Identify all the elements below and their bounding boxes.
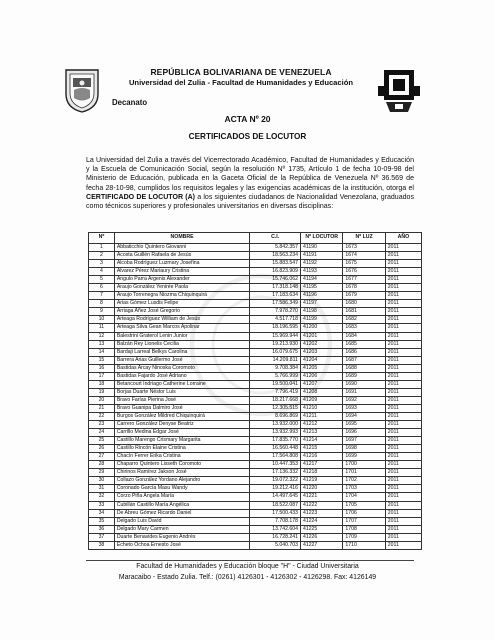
row-year: 2011 [385,316,421,324]
footer-contact: Maracaibo - Estado Zulia. Telf.: (0261) 4126301 - 4126302 - 4126298. Fax: 4126149 [118,574,377,581]
table-row [89,541,422,549]
row-luz: 1687 [343,356,385,364]
row-ci: 18.217.668 [250,396,301,404]
row-number: 20 [89,396,115,404]
row-number: 32 [89,493,115,501]
row-luz: 1701 [343,469,385,477]
row-ci: 16.560.448 [250,445,301,453]
row-locutor: 41201 [300,332,342,340]
col-header-name: NOMBRE [114,233,249,244]
table-row [89,388,422,396]
row-year: 2011 [385,284,421,292]
row-name: Arteaga Silva Gean Marcos Apolinar [114,324,249,332]
row-ci: 4.517.718 [250,316,301,324]
row-luz: 1677 [343,276,385,284]
row-name: Araujo Torrenegra Niozma Chiquinquirá [114,292,249,300]
row-ci: 15.883.547 [250,260,301,268]
col-header-locutor: Nº LOCUTOR [300,233,342,244]
row-locutor: 41202 [300,340,342,348]
table-row [89,364,422,372]
table-row [89,469,422,477]
row-year: 2011 [385,461,421,469]
row-number: 25 [89,437,115,445]
row-ci: 17.564.808 [250,453,301,461]
certificates-table [88,232,422,550]
row-year: 2011 [385,445,421,453]
row-locutor: 41193 [300,268,342,276]
row-ci: 9.708.384 [250,364,301,372]
row-name: Angulo Parra Argenis Alexander [114,276,249,284]
row-luz: 1674 [343,252,385,260]
col-header-number: Nº [89,233,115,244]
row-locutor: 41191 [300,252,342,260]
row-year: 2011 [385,501,421,509]
header-university: Universidad del Zulia - Facultad de Humanidades y Educación [128,78,354,87]
row-luz: 1700 [343,461,385,469]
row-locutor: 41224 [300,517,342,525]
row-luz: 1689 [343,372,385,380]
table-row [89,461,422,469]
row-number: 35 [89,517,115,525]
table-row [89,477,422,485]
row-year: 2011 [385,252,421,260]
row-name: Coronado García Masu Wandy [114,485,249,493]
row-ci: 7.708.178 [250,517,301,525]
row-luz: 1685 [343,340,385,348]
row-locutor: 41203 [300,348,342,356]
row-locutor: 41213 [300,429,342,437]
row-ci: 17.318.148 [250,284,301,292]
table-row [89,356,422,364]
row-name: Balestrini Graterol Lenin Junior [114,332,249,340]
row-luz: 1704 [343,493,385,501]
row-ci: 12.305.515 [250,404,301,412]
row-luz: 1696 [343,429,385,437]
table-row [89,533,422,541]
row-name: Chirinos Ramírez Jakson José [114,469,249,477]
row-luz: 1697 [343,437,385,445]
row-locutor: 41210 [300,404,342,412]
row-number: 24 [89,429,115,437]
table-row [89,276,422,284]
row-name: Araujo González Yenirée Paola [114,284,249,292]
row-name: Abbaticchio Quintero Giovanni [114,244,249,252]
row-locutor: 41219 [300,477,342,485]
row-name: Duarte Benavides Eugenio Andrés [114,533,249,541]
row-number: 11 [89,324,115,332]
row-number: 21 [89,404,115,412]
table-row [89,493,422,501]
header-unit: Decanato [112,98,148,107]
table-row [89,380,422,388]
row-luz: 1691 [343,388,385,396]
row-locutor: 41204 [300,356,342,364]
row-number: 26 [89,445,115,453]
row-ci: 5.842.357 [250,244,301,252]
row-locutor: 41214 [300,437,342,445]
table-row [89,437,422,445]
intro-text-bold: CERTIFICADO DE LOCUTOR (A) [86,193,196,201]
row-year: 2011 [385,268,421,276]
row-luz: 1680 [343,300,385,308]
row-ci: 7.796.419 [250,388,301,396]
row-number: 31 [89,485,115,493]
row-luz: 1699 [343,453,385,461]
row-ci: 17.835.770 [250,437,301,445]
intro-text-start: La Universidad del Zulia a través del Vicerrectorado Académico, Facultad de Humanidades y Educación y la Escuela de Comunicación Social, según la resolución Nº 1735, Artículo 1 de fecha 10-09-98 del Ministerio de Educación, publicada en la Gaceta Oficial de la República de Venezuela Nº 36.569 de fecha 28-10-98, cumplidos los requisitos legales y las exigencias académicas de la institución, otorga el [86,157,414,192]
row-luz: 1707 [343,517,385,525]
table-row [89,421,422,429]
row-name: Bravo Guanipa Dalmiro José [114,404,249,412]
faculty-emblem-icon [376,66,422,116]
table-row [89,453,422,461]
row-ci: 16.079.675 [250,348,301,356]
row-number: 29 [89,469,115,477]
table-row [89,445,422,453]
row-year: 2011 [385,364,421,372]
row-ci: 18.522.087 [250,501,301,509]
row-locutor: 41194 [300,276,342,284]
row-locutor: 41216 [300,453,342,461]
row-locutor: 41226 [300,533,342,541]
row-year: 2011 [385,477,421,485]
row-locutor: 41207 [300,380,342,388]
row-ci: 19.212.416 [250,485,301,493]
row-luz: 1705 [343,501,385,509]
row-year: 2011 [385,260,421,268]
row-ci: 5.040.703 [250,541,301,549]
row-luz: 1684 [343,332,385,340]
row-ci: 5.766.999 [250,372,301,380]
row-locutor: 41225 [300,525,342,533]
row-number: 5 [89,276,115,284]
row-year: 2011 [385,340,421,348]
row-luz: 1708 [343,525,385,533]
row-name: Bravo Farías Pierina José [114,396,249,404]
row-year: 2011 [385,429,421,437]
row-number: 4 [89,268,115,276]
row-year: 2011 [385,396,421,404]
intro-text-end: a los siguientes ciudadanos de Nacionalidad Venezolana, graduados como técnicos superiores y profesionales universitarios en diversas disciplinas: [86,193,414,211]
row-name: Corzo Piña Angela María [114,493,249,501]
table-row [89,340,422,348]
row-number: 12 [89,332,115,340]
table-row [89,396,422,404]
row-number: 3 [89,260,115,268]
row-name: Burgos González Mildred Chiquinquirá [114,412,249,420]
header-republic: REPÚBLICA BOLIVARIANA DE VENEZUELA [150,67,332,77]
row-year: 2011 [385,485,421,493]
row-locutor: 41200 [300,324,342,332]
table-row [89,509,422,517]
row-locutor: 41190 [300,244,342,252]
row-ci: 13.932.000 [250,421,301,429]
row-year: 2011 [385,493,421,501]
row-number: 10 [89,316,115,324]
row-ci: 18.563.234 [250,252,301,260]
row-luz: 1675 [343,260,385,268]
row-locutor: 41192 [300,260,342,268]
table-row [89,324,422,332]
table-row [89,244,422,252]
row-ci: 17.136.332 [250,469,301,477]
row-ci: 16.823.909 [250,268,301,276]
row-ci: 17.500.433 [250,509,301,517]
acta-title: ACTA Nº 20 [224,114,271,124]
row-number: 36 [89,525,115,533]
table-row [89,284,422,292]
row-locutor: 41222 [300,501,342,509]
row-name: Acosta Guillén Rafaela de Jesús [114,252,249,260]
row-number: 1 [89,244,115,252]
row-year: 2011 [385,380,421,388]
row-luz: 1709 [343,533,385,541]
row-number: 27 [89,453,115,461]
row-ci: 19.500.041 [250,380,301,388]
row-number: 18 [89,380,115,388]
row-name: Cubillán Castillo María Angélica [114,501,249,509]
table-row [89,412,422,420]
row-luz: 1673 [343,244,385,252]
table-row [89,260,422,268]
footer-divider [86,560,414,561]
row-number: 22 [89,412,115,420]
row-year: 2011 [385,292,421,300]
row-luz: 1682 [343,316,385,324]
row-name: Borjas Duarte Néstor Luis [114,388,249,396]
table-row [89,252,422,260]
table-row [89,485,422,493]
row-locutor: 41223 [300,509,342,517]
row-number: 16 [89,364,115,372]
row-name: Bastidas Fajardo José Adriano [114,372,249,380]
row-number: 14 [89,348,115,356]
row-luz: 1693 [343,404,385,412]
row-locutor: 41206 [300,372,342,380]
row-year: 2011 [385,517,421,525]
row-locutor: 41215 [300,445,342,453]
row-year: 2011 [385,372,421,380]
row-number: 30 [89,477,115,485]
row-locutor: 41195 [300,284,342,292]
row-number: 6 [89,284,115,292]
table-row [89,404,422,412]
row-number: 15 [89,356,115,364]
row-ci: 14.209.811 [250,356,301,364]
row-year: 2011 [385,509,421,517]
document-subtitle: CERTIFICADOS DE LOCUTOR [188,132,307,141]
row-locutor: 41211 [300,412,342,420]
table-row [89,300,422,308]
row-year: 2011 [385,541,421,549]
row-ci: 15.969.944 [250,332,301,340]
table-row [89,292,422,300]
row-year: 2011 [385,453,421,461]
table-row [89,501,422,509]
row-name: Barrera Arias Guillermo José [114,356,249,364]
row-ci: 13.742.604 [250,525,301,533]
university-seal-icon [62,66,102,114]
table-row [89,332,422,340]
row-locutor: 41205 [300,364,342,372]
row-year: 2011 [385,469,421,477]
footer-address: Facultad de Humanidades y Educación bloque "H" - Ciudad Universitaria [136,563,359,570]
row-year: 2011 [385,533,421,541]
row-luz: 1698 [343,445,385,453]
row-name: Delgado Luis David [114,517,249,525]
table-header-row [89,233,422,244]
row-name: Bastidas Arcay Ninoska Coromoto [114,364,249,372]
row-name: De Abreu Gómez Ricardo Daniel [114,509,249,517]
row-luz: 1694 [343,412,385,420]
row-year: 2011 [385,276,421,284]
table-row [89,525,422,533]
row-locutor: 41196 [300,292,342,300]
row-number: 2 [89,252,115,260]
row-luz: 1695 [343,421,385,429]
row-year: 2011 [385,412,421,420]
row-ci: 19.072.322 [250,477,301,485]
row-number: 8 [89,300,115,308]
row-name: Carrillo Medina Edgar José [114,429,249,437]
row-ci: 15.746.062 [250,276,301,284]
row-number: 37 [89,533,115,541]
row-locutor: 41220 [300,485,342,493]
intro-paragraph [86,156,414,211]
table-row [89,517,422,525]
row-ci: 17.183.634 [250,292,301,300]
row-luz: 1688 [343,364,385,372]
row-name: Chacín Ferrer Erika Cristina [114,453,249,461]
col-header-luz: Nº LUZ [343,233,385,244]
row-ci: 16.728.241 [250,533,301,541]
row-year: 2011 [385,388,421,396]
row-number: 9 [89,308,115,316]
row-luz: 1690 [343,380,385,388]
row-name: Bardaji Larreal Belkys Carolina [114,348,249,356]
row-year: 2011 [385,421,421,429]
row-year: 2011 [385,404,421,412]
row-name: Echeto Ochoa Ernesto José [114,541,249,549]
row-name: Balzán Rey Lionelis Cecilia [114,340,249,348]
row-name: Carrero González Denyse Beatriz [114,421,249,429]
row-ci: 14.497.645 [250,493,301,501]
row-ci: 7.978.270 [250,308,301,316]
row-number: 28 [89,461,115,469]
row-year: 2011 [385,324,421,332]
row-luz: 1686 [343,348,385,356]
row-luz: 1683 [343,324,385,332]
row-name: Castillo Marengo Crismary Margarita [114,437,249,445]
row-name: Arteaga Rodríguez William de Jesús [114,316,249,324]
row-luz: 1681 [343,308,385,316]
col-header-year: AÑO [385,233,421,244]
row-locutor: 41198 [300,308,342,316]
row-number: 23 [89,421,115,429]
table-row [89,372,422,380]
table-row [89,268,422,276]
row-ci: 19.213.930 [250,340,301,348]
row-locutor: 41197 [300,300,342,308]
row-name: Collazo González Yordano Alejandro [114,477,249,485]
row-luz: 1706 [343,509,385,517]
row-ci: 13.932.993 [250,429,301,437]
row-locutor: 41208 [300,388,342,396]
row-number: 33 [89,501,115,509]
row-year: 2011 [385,437,421,445]
row-number: 38 [89,541,115,549]
row-luz: 1679 [343,292,385,300]
row-number: 19 [89,388,115,396]
table-row [89,308,422,316]
row-year: 2011 [385,244,421,252]
row-locutor: 41218 [300,469,342,477]
row-ci: 10.447.353 [250,461,301,469]
table-row [89,429,422,437]
table-row [89,316,422,324]
row-ci: 8.696.869 [250,412,301,420]
row-locutor: 41212 [300,421,342,429]
row-luz: 1678 [343,284,385,292]
row-luz: 1702 [343,477,385,485]
row-locutor: 41199 [300,316,342,324]
row-year: 2011 [385,308,421,316]
row-name: Arias Gómez Lusdis Felipe [114,300,249,308]
row-year: 2011 [385,356,421,364]
row-number: 13 [89,340,115,348]
row-name: Arriaga Añez José Gregorio [114,308,249,316]
row-number: 34 [89,509,115,517]
row-locutor: 41221 [300,493,342,501]
row-name: Alcoba Rodríguez Luzmary Josefina [114,260,249,268]
row-luz: 1692 [343,396,385,404]
row-name: Chaparro Quintero Lisseth Coromoto [114,461,249,469]
row-name: Castillo Rincón Elaine Cristina [114,445,249,453]
row-name: Delgado Mary Carmen [114,525,249,533]
row-year: 2011 [385,332,421,340]
table-row [89,348,422,356]
row-ci: 18.196.595 [250,324,301,332]
row-number: 17 [89,372,115,380]
row-name: Betancourt Indriago Catherine Lorraine [114,380,249,388]
row-number: 7 [89,292,115,300]
row-locutor: 41217 [300,461,342,469]
row-luz: 1710 [343,541,385,549]
row-name: Álvarez Pérez Mariaury Cristina [114,268,249,276]
col-header-ci: C.I. [250,233,301,244]
row-year: 2011 [385,348,421,356]
row-locutor: 41209 [300,396,342,404]
row-locutor: 41227 [300,541,342,549]
row-luz: 1703 [343,485,385,493]
row-ci: 17.586.349 [250,300,301,308]
row-year: 2011 [385,300,421,308]
row-luz: 1676 [343,268,385,276]
row-year: 2011 [385,525,421,533]
